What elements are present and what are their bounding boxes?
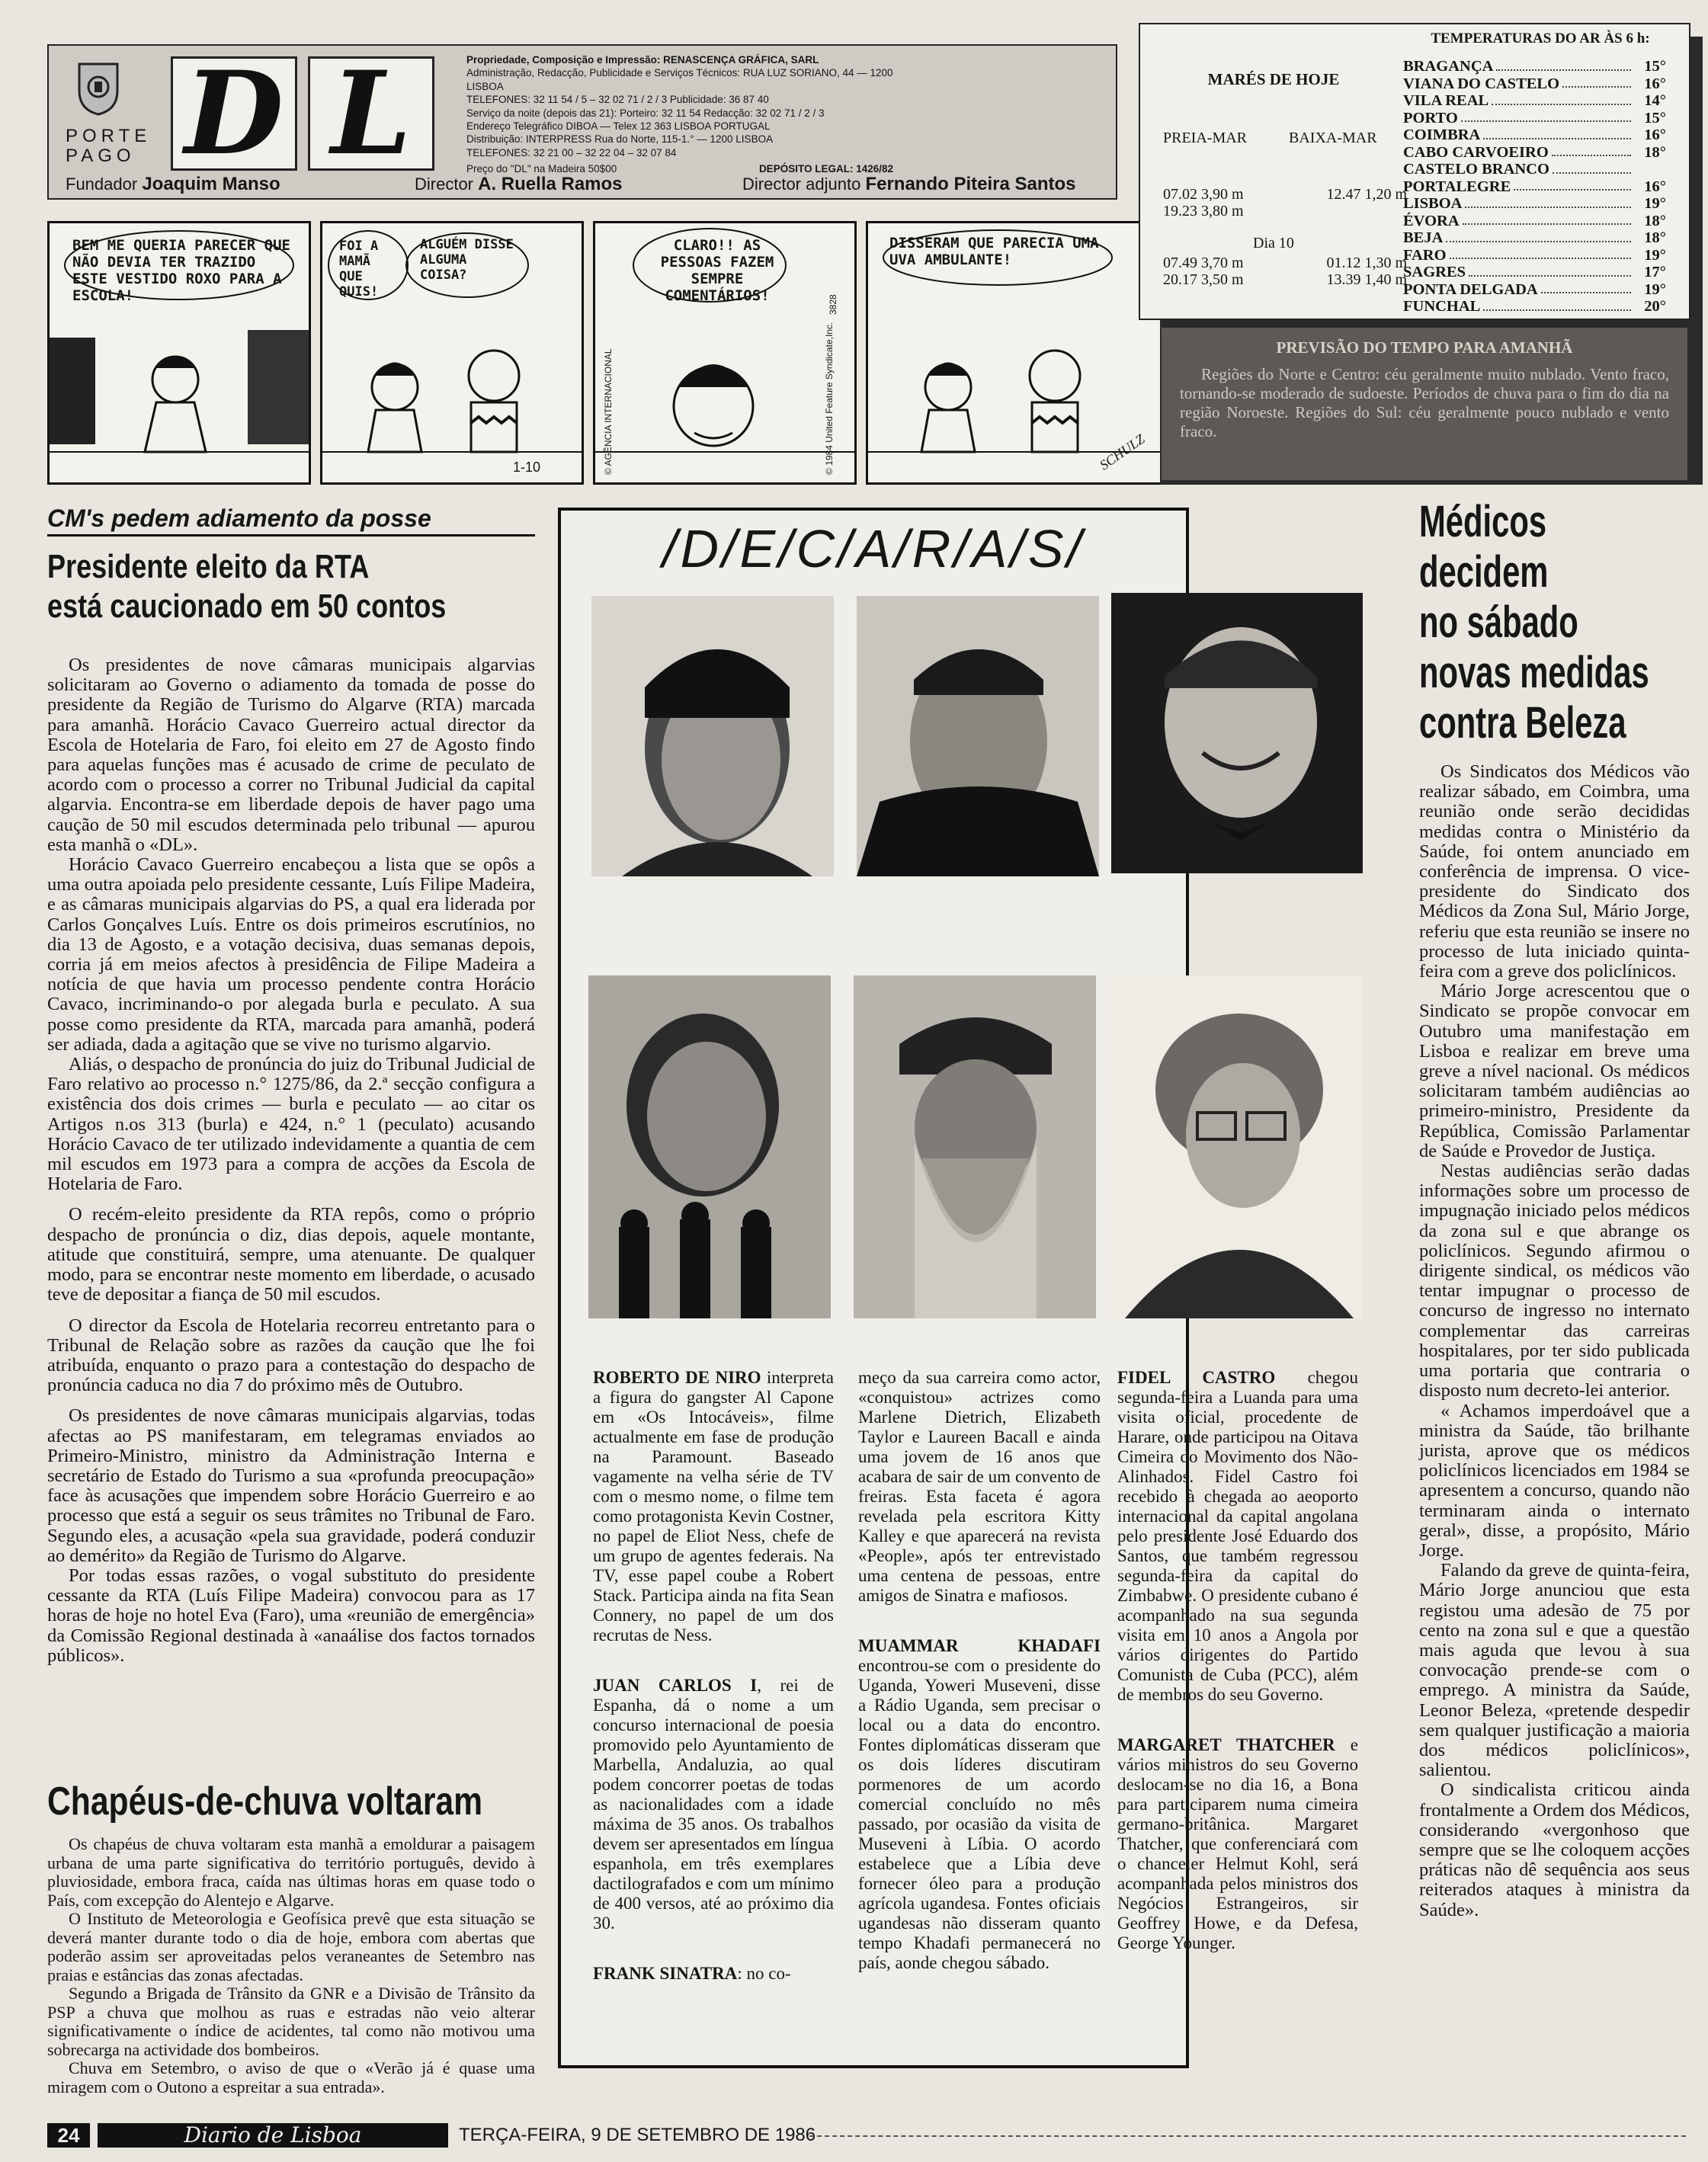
chapeus-article (47, 1835, 535, 2096)
leader-dots (1562, 75, 1631, 88)
decaras-col-1 (593, 1368, 834, 2014)
founder-name: Joaquim Manso (142, 174, 280, 194)
caption-text: meço da sua carreira como actor, «conquistou» actrizes como Marlene Dietrich, Elizabeth Taylor e Laureen Bacall e ainda uma jovem de 16 anos que acabara de sair de um convento de freiras. Esta faceta é agora revelada pela escritora Kitty Kalley e que aparecerá na revista «People», após ter entrevistado uma centena de pessoas, entre amigos de Sinatra e mafiosos. (858, 1368, 1101, 1605)
caption-item (858, 1636, 1101, 1973)
speech-bubble-2b: ALGUÉM DISSE ALGUMA COISA? (420, 237, 514, 283)
left-article (47, 655, 535, 1666)
forecast-text: Regiões do Norte e Centro: céu geralmente muito nublado. Vento fraco, tornando-se moderado de sudoeste. Períodos de chuva para o fim do dia na região Noroeste. Regiões do Sul: céu geralmente pouco nublado e vento fraco. (1180, 365, 1669, 440)
article-paragraph: Mário Jorge acrescentou que o Sindicato se propõe convocar em Outubro uma manifestação em Lisboa e realizar em breve uma greve a nível nacional. Os médicos solicitaram também audiências ao primeiro-ministro, Presidente da República, Comissão Parlamentar de Saúde e Provedor de Justiça. (1419, 981, 1690, 1161)
comic-date: 1-10 (513, 460, 541, 475)
city-name: VIANA DO CASTELO (1403, 75, 1560, 92)
article-paragraph: Por todas essas razões, o vogal substituto do presidente cessante da RTA (Luís Filipe Madeira) convocou para as 17 horas de hoje no hotel Eva (Faro), uma «reunião de emergência» da Comissão Regional destinada à «anaálise dos factos tornados públicos». (47, 1565, 535, 1666)
temperature-value: 15° (1644, 58, 1666, 75)
comic-panel-4 (866, 221, 1169, 485)
temp-row (1403, 75, 1666, 93)
footer-date: TERÇA-FEIRA, 9 DE SETEMBRO DE 1986 (459, 2125, 816, 2145)
copyright-credit: © 1984 United Feature Syndicate,Inc. (824, 322, 835, 475)
city-name: BEJA (1403, 229, 1444, 246)
city-name: PORTALEGRE (1403, 178, 1511, 195)
leader-dots (1496, 58, 1631, 71)
leader-dots (1553, 161, 1631, 174)
article-paragraph: Chuva em Setembro, o aviso de que o «Verão já é quase uma miragem com o Outono a espreitar a sua entrada». (47, 2058, 535, 2096)
article-paragraph: Falando da greve de quinta-feira, Mário Jorge anunciou que esta registou uma adesão de 75 por cento na zona sul e que a questão mais aguda que levou à sua convocação prende-se com o emprego. A ministra da Saúde, Leonor Beleza, «pretende despedir sem qualquer justificação a maioria dos médicos policlínicos», salientou. (1419, 1560, 1690, 1781)
price-madeira: Preço do "DL" na Madeira 50$00 (466, 163, 617, 175)
info-line: Endereço Telegráfico DIBOA — Telex 12 363 LISBOA PORTUGAL (466, 120, 771, 133)
caption-name: FRANK SINATRA (593, 1964, 738, 1983)
deputy-director-name: Fernando Piteira Santos (865, 174, 1076, 194)
speech-bubble-4: DISSERAM QUE PARECIA UMA UVA AMBULANTE! (889, 235, 1099, 268)
caption-item (1117, 1368, 1358, 1705)
tides-day10-label: Dia 10 (1253, 235, 1294, 251)
caption-name: JUAN CARLOS I (593, 1676, 758, 1695)
leader-dots (1461, 110, 1631, 123)
deputy-director: Director adjunto Fernando Piteira Santos (742, 174, 1076, 194)
leader-dots (1446, 229, 1631, 242)
forecast-box (1162, 328, 1687, 480)
city-name: FUNCHAL (1403, 298, 1481, 315)
temperature-value (1634, 161, 1666, 178)
temperature-list (1403, 58, 1666, 315)
article-paragraph: O recém-eleito presidente da RTA repôs, como o próprio despacho de pronúncia o diz, dias depois, aquele montante, atitude que constituirá, sempre, uma atenuante. De qualquer modo, para se encontrar neste momento em liberdade, o acusado teve de depositar a fiança de 50 mil escudos. (47, 1204, 535, 1305)
caption-name: ROBERTO DE NIRO (593, 1368, 761, 1387)
caption-name: FIDEL CASTRO (1117, 1368, 1276, 1387)
comic-panel-2 (320, 221, 584, 485)
temperature-value: 19° (1644, 280, 1666, 298)
leader-dots (1465, 195, 1631, 208)
article-paragraph: Os presidentes de nove câmaras municipais algarvias solicitaram ao Governo o adiamento da tomada de posse do presidente da Região de Turismo do Algarve (RTA) marcada para amanhã. Horácio Cavaco Guerreiro actual director da Escola de Hotelaria de Faro, foi eleito em 27 de Agosto findo para aquelas funções mas é acusado de crime de peculato de acordo com o processo a correr no Tribunal Judicial da capital algarvia. Encontra-se em liberdade depois de haver pago uma caução de 50 mil escudos determinada pelo tribunal — apurou esta manhã o «DL». (47, 655, 535, 855)
porte-pago (66, 127, 151, 166)
city-name: PONTA DELGADA (1403, 280, 1538, 298)
city-name: COIMBRA (1403, 127, 1481, 143)
photo-margaret-thatcher (1110, 975, 1363, 1318)
temperature-value: 19° (1644, 195, 1666, 212)
temp-row (1403, 92, 1666, 110)
temp-row (1403, 195, 1666, 213)
photo-frank-sinatra (1111, 593, 1363, 873)
photo-juan-carlos (857, 596, 1099, 876)
city-name: CABO CARVOEIRO (1403, 143, 1549, 161)
director: Director A. Ruella Ramos (415, 174, 623, 194)
comic-strip (47, 221, 1168, 482)
info-line: TELEFONES: 32 21 00 – 32 22 04 – 32 07 84 (466, 146, 677, 159)
chapeus-headline: Chapéus-de-chuva voltaram (47, 1779, 483, 1824)
photo-muammar-khadafi (588, 975, 831, 1318)
temp-row (1403, 58, 1666, 75)
right-article (1419, 762, 1690, 1920)
photo-roberto-de-niro (591, 596, 834, 876)
page-number: 24 (47, 2123, 90, 2148)
photo-fidel-castro (854, 975, 1096, 1318)
temperature-value: 17° (1644, 264, 1666, 280)
city-name: VILA REAL (1403, 92, 1489, 109)
temperature-value: 18° (1644, 229, 1666, 246)
deposito-legal: DEPÓSITO LEGAL: 1426/82 (758, 163, 893, 175)
caption-text: chegou segunda-feira a Luanda para uma visita oficial, procedente de Harare, onde participou na Oitava Cimeira do Movimento dos Não-Alinhados. Fidel Castro foi recebido à chegada ao aeoporto internacional da capital angolana pelo presidente José Eduardo dos Santos, que também regressou segunda-feira da capital do Zimbabwe. O presidente cubano é acompanhado na sua segunda visita em 10 anos a Angola por vários dirigentes do Partido Comunista de Cuba (PCC), além de membros do seu Governo. (1117, 1368, 1359, 1704)
temperature-value: 20° (1644, 298, 1666, 315)
col-baixa-mar: BAIXA-MAR (1289, 130, 1377, 146)
masthead (47, 44, 1117, 200)
caption-item (593, 1964, 834, 1984)
decaras-title: /D/E/C/A/R/A/S/ (662, 519, 1085, 578)
caption-text: e vários ministros do seu Governo deslocam-se no dia 16, a Bona para participarem numa cimeira germano-britânica. Margaret Thatcher, que conferenciará com o chanceler Helmut Kohl, será acompanhada pelos ministros dos Negócios Estrangeiros, sir Geoffrey Howe, e da Defesa, George Younger. (1117, 1735, 1358, 1952)
temp-row (1403, 247, 1666, 264)
leader-dots (1492, 92, 1631, 105)
temp-row (1403, 298, 1666, 315)
temp-row (1403, 281, 1666, 299)
article-paragraph: Os presidentes de nove câmaras municipais algarvias, todas afectas ao PS manifestaram, em telegramas enviados ao Primeiro-Ministro, ministro da Administração Interna e secretário de Estado do Turismo a sua «profunda preocupação» face às acusações que impendem sobre Horácio Guerreiro e ao processo que está a seguir os seus trâmites no Tribunal de Faro. Segundo eles, a acusação «pela sua gravidade, poderá conduzir ao demérito» da Região de Turismo do Algarve. (47, 1405, 535, 1566)
caption-text: interpreta a figura do gangster Al Capone em «Os Intocáveis», filme actualmente em fase de produção na Paramount. Baseado vagamente na velha série de TV com o mesmo nome, o filme tem como protagonista Kevin Costner, no papel de Eliot Ness, chefe de um grupo de agentes federais. Na TV, esse papel coube a Robert Stack. Participa ainda na fita Sean Connery, no papel de um dos recrutas de Ness. (593, 1368, 834, 1645)
temp-row (1403, 213, 1666, 230)
left-headline (47, 547, 535, 626)
leader-dots (1541, 281, 1631, 294)
leader-dots (1514, 178, 1631, 191)
caption-name: MUAMMAR KHADAFI (858, 1636, 1101, 1655)
temps-title: TEMPERATURAS DO AR ÀS 6 h: (1431, 30, 1650, 46)
info-line: Administração, Redacção, Publicidade e Serviços Técnicos: RUA LUZ SORIANO, 44 — 1200 LISBOA (466, 67, 893, 92)
strip-code: 3828 (828, 294, 838, 315)
info-line: Serviço da noite (depois das 21): Porteiro: 32 11 54 Redacção: 32 02 71 / 2 / 3 (466, 107, 825, 119)
caption-item (858, 1368, 1101, 1606)
speech-bubble-3: CLARO!! AS PESSOAS FAZEM SEMPRE COMENTÁRIOS! (660, 237, 774, 304)
info-line: TELEFONES: 32 11 54 / 5 – 32 02 71 / 2 / 3 Publicidade: 36 87 40 (466, 94, 769, 106)
comic-panel-3 (593, 221, 857, 485)
leader-dots (1469, 264, 1631, 277)
caption-text: , rei de Espanha, dá o nome a um concurso internacional de poesia promovido pelo Ayuntamiento de Marbella, Andaluzia, ao qual podem concorrer poetas de todas as nacionalidades com a idade máxima de 35 anos. Os trabalhos devem ser apresentados em língua espanhola, em três exemplares dactilografados e com um mínimo de 400 versos, até ao próximo dia 30. (593, 1676, 834, 1933)
logo-letter-l: L (308, 56, 434, 171)
city-name: SAGRES (1403, 264, 1466, 280)
caption-text: encontrou-se com o presidente do Uganda, Yoweri Museveni, disse a Rádio Uganda, sem precisar o local ou a data do encontro. Fontes diplomáticas disseram que os dois líderes discutiram pormenores de um acordo comercial concluído no mês passado, por ocasião da visita de Museveni à Líbia. O acordo estabelece que a Líbia deve fornecer óleo para a produção agrícola ugandesa. Fontes oficiais ugandesas não disseram quanto tempo Khadafi permanecerá no país, aonde chegou sábado. (858, 1656, 1101, 1972)
headline-line-2: está caucionado em 50 contos (47, 588, 447, 625)
caption-name: MARGARET THATCHER (1117, 1735, 1335, 1754)
paper-name: Diario de Lisboa (98, 2123, 448, 2148)
article-paragraph: O sindicalista criticou ainda frontalmente a Ordem dos Médicos, considerando «vergonhoso que sempre que se lhe coloquem acções práticas não dê sequência aos seus reiterados ataques à ministra da Saúde». (1419, 1779, 1690, 1920)
forecast-title: PREVISÃO DO TEMPO PARA AMANHÃ (1276, 338, 1573, 357)
leader-dots (1450, 247, 1631, 260)
caption-item (1117, 1735, 1358, 1953)
article-paragraph: Segundo a Brigada de Trânsito da GNR e a Divisão de Trânsito da PSP a chuva que molhou as ruas e estradas não veio alterar significativamente o índice de acidentes, tal como não motivou uma sobrecarga na actividade dos bombeiros. (47, 1984, 535, 2059)
article-paragraph: « Achamos imperdoável que a ministra da Saúde, tão brilhante jurista, aprove que os médicos policlínicos licenciados em 1984 se apresentem a concurso, quando não terminaram ainda o internato geral», disse, a propósito, Mário Jorge. (1419, 1400, 1690, 1561)
city-name: FARO (1403, 246, 1447, 264)
caption-text: : no co- (737, 1964, 791, 1983)
director-name: A. Ruella Ramos (478, 174, 623, 194)
temperature-value: 15° (1644, 109, 1666, 127)
article-paragraph: Os Sindicatos dos Médicos vão realizar sábado, em Coimbra, uma reunião onde serão decididas medidas contra o Ministério da Saúde, foi ontem anunciado em conferência de imprensa. O vice-presidente do Sindicato dos Médicos da Zona Sul, Mário Jorge, referiu que esta reunião se insere no processo de luta iniciado quinta-feira com a greve dos policlínicos. (1419, 761, 1690, 982)
tides-day10: 07.49 3,70 m 01.12 1,30 m 20.17 3,50 m 13.39 1,40 m (1163, 255, 1407, 288)
temperature-value: 18° (1644, 212, 1666, 229)
article-paragraph: O Instituto de Meteorologia e Geofísica prevê que esta situação se deverá manter durante todo o dia de hoje, embora com abertas que poderão assim ser aproveitadas pelos veraneantes de Setembro nas praias e estâncias das zonas afectadas. (47, 1909, 535, 1984)
headline-line-1: Presidente eleito da RTA (47, 548, 370, 585)
decaras-col-3 (1117, 1368, 1358, 1984)
temperature-value: 19° (1644, 246, 1666, 264)
page-footer (47, 2123, 1686, 2149)
leader-dots (1552, 144, 1631, 157)
article-paragraph: Horácio Cavaco Guerreiro encabeçou a lista que se opôs a uma outra apoiada pelo presidente cessante, Luís Filipe Madeira, e as câmaras municipais algarvias do PS, a qual era liderada por Carlos Gonçalves Luís. Entre os dois primeiros escrutínios, no dia 13 de Agosto, e a votação decisiva, duas semanas depois, corria já em meios afectos à presidência de Filipe Madeira a notícia de que havia um processo pendente contra Horácio Cavaco, incriminando-o por alegada burla e peculato. A sua posse como presidente da RTA, marcada para amanhã, poderá ser adiada, dada a agitação que se vive no turismo algarvio. (47, 854, 535, 1055)
temperature-value: 16° (1644, 75, 1666, 92)
temp-row (1403, 127, 1666, 144)
comic-panel-1 (47, 221, 311, 485)
founder: Fundador Joaquim Manso (66, 174, 280, 194)
temp-row (1403, 178, 1666, 196)
leader-dots (1483, 127, 1631, 139)
tides-title: MARÉS DE HOJE (1207, 70, 1340, 88)
temperature-value: 18° (1644, 143, 1666, 161)
publisher-info (466, 53, 893, 176)
temp-row (1403, 110, 1666, 127)
temp-row (1403, 144, 1666, 162)
article-paragraph: O director da Escola de Hotelaria recorreu entretanto para o Tribunal de Relação sobre as razões da caução que lhe foi atribuída, enquanto o prazo para a contestação do despacho de pronúncia caduca no dia 7 do próximo mês de Outubro. (47, 1315, 535, 1396)
speech-bubble-1: BEM ME QUERIA PARECER QUE NÃO DEVIA TER TRAZIDO ESTE VESTIDO ROXO PARA A ESCOLA! (72, 237, 290, 304)
weather-box (1139, 23, 1690, 320)
col-preia-mar: PREIA-MAR (1163, 130, 1248, 146)
article-paragraph: Nestas audiências serão dadas informações sobre um processo de impugnação iniciado pelos médicos da zona sul e que abrange os policlínicos. Segundo afirmou o dirigente sindical, os médicos vão tentar impugnar o processo de concurso de ingresso no internato complementar das carreiras hospitalares, por ter sido publicada uma portaria que contraria o disposto num decreto-lei anterior. (1419, 1161, 1690, 1401)
info-line: Distribuição: INTERPRESS Rua do Norte, 115-1.° — 1200 LISBOA (466, 133, 774, 146)
temperature-value: 14° (1644, 92, 1666, 109)
artist-signature: SCHULZ (1097, 431, 1148, 473)
pago-label: PAGO (66, 146, 136, 166)
temperature-value: 16° (1644, 127, 1666, 143)
temperature-value: 16° (1644, 178, 1666, 195)
caption-item (593, 1676, 834, 1933)
city-name: PORTO (1403, 109, 1458, 127)
city-name: BRAGANÇA (1403, 58, 1494, 75)
right-headline: Médicos decidem no sábado novas medidas contra Beleza (1419, 497, 1649, 748)
city-name: ÉVORA (1403, 212, 1460, 229)
coat-of-arms-icon (72, 56, 125, 117)
porte-label: PORTE (66, 126, 152, 146)
caption-item (593, 1368, 834, 1645)
leader-dots (1463, 213, 1631, 226)
agency-credit: © AGÊNCIA INTERNACIONAL (603, 348, 614, 475)
temp-row (1403, 161, 1666, 178)
article-paragraph: Aliás, o despacho de pronúncia do juiz do Tribunal Judicial de Faro relativo ao processo n.° 1275/86, da 2.ª secção configura a existência dos dois crimes — burla e peculato — ao citar os Artigos n.os 313 (burla) e 424, n.° 1 (peculato) acusando Horácio Cavaco de ter utilizado indevidamente a quantia de cem mil escudos em 1973 para a compra de acções da Escola de Hotelaria de Faro. (47, 1054, 535, 1195)
city-name: CASTELO BRANCO (1403, 161, 1549, 178)
temp-row (1403, 229, 1666, 247)
leader-dots (1483, 298, 1631, 311)
left-kicker: CM's pedem adiamento da posse (47, 504, 535, 536)
article-paragraph: Os chapéus de chuva voltaram esta manhã a emoldurar a paisagem urbana de uma parte significativa do território português, devido à pluviosidade, embora fraca, caída nas últimas horas em quase todo o País, com excepção do Alentejo e Algarve. (47, 1834, 535, 1910)
temp-row (1403, 264, 1666, 281)
logo-letter-d: D (171, 56, 297, 171)
footer-rule (809, 2135, 1686, 2137)
speech-bubble-2a: FOI A MAMÃ QUE QUIS! (339, 239, 379, 299)
decaras-col-2 (858, 1368, 1101, 2003)
info-line: Propriedade, Composição e Impressão: RENASCENÇA GRÁFICA, SARL (466, 54, 819, 66)
tides-today: 07.02 3,90 m 12.47 1,20 m 19.23 3,80 m (1163, 186, 1407, 219)
city-name: LISBOA (1403, 195, 1463, 212)
